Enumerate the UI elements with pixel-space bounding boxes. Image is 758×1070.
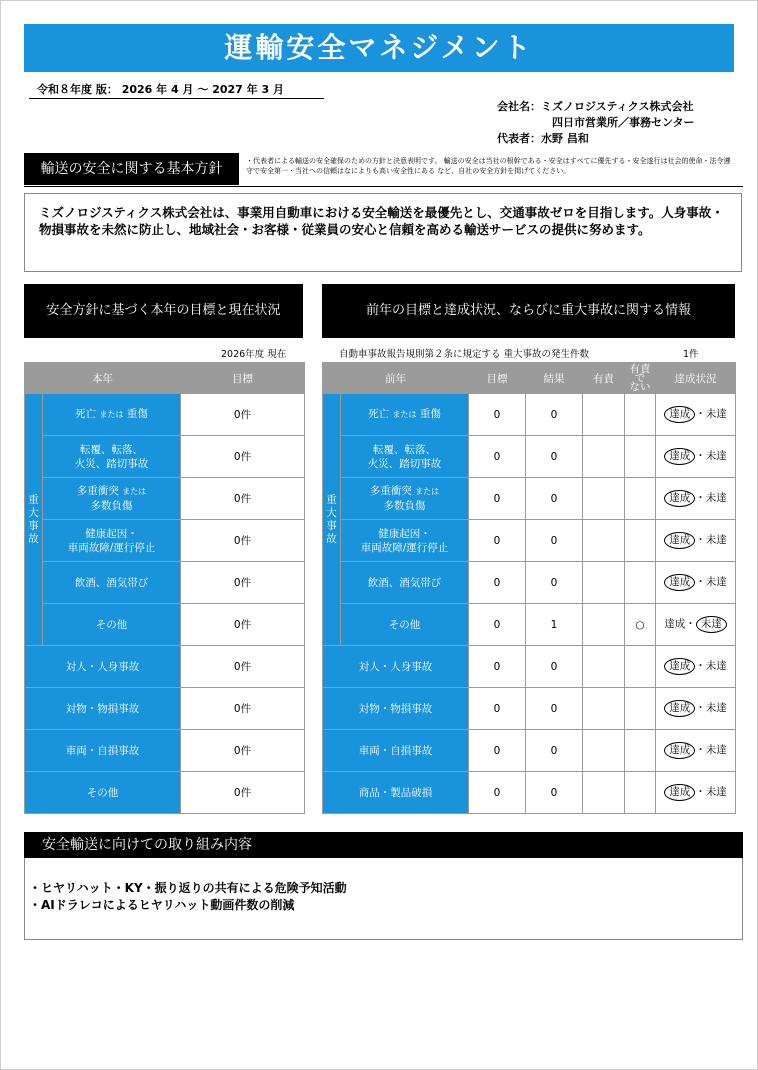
table-row — [323, 436, 736, 478]
label-part: 死亡 — [75, 408, 97, 420]
previous-table-body — [323, 394, 736, 814]
previous-row-status — [656, 562, 736, 604]
label-part: 対物・物損事故 — [358, 702, 433, 715]
label-part: 飲酒、酒気帯び — [367, 576, 442, 589]
company-name: ミズノロジスティクス株式会社 — [541, 100, 694, 113]
current-row-target: 0件 — [181, 730, 305, 772]
current-row-target: 0件 — [181, 478, 305, 520]
period-label: 版： — [95, 83, 118, 96]
period-month-unit-2: 月 — [273, 83, 284, 96]
previous-row-fault — [583, 604, 625, 646]
previous-row-nofault — [625, 772, 656, 814]
period-end-month: 3 — [261, 83, 270, 96]
previous-row-label — [341, 520, 469, 562]
status-sep: ・ — [695, 660, 706, 672]
previous-row-status — [656, 394, 736, 436]
previous-col-fault: 有責 — [583, 363, 625, 394]
current-row-target: 0件 — [181, 646, 305, 688]
previous-row-label — [341, 478, 469, 520]
current-heading: 安全方針に基づく本年の目標と現在状況 — [24, 284, 303, 338]
label-part: または — [122, 487, 147, 496]
previous-col-status: 達成状況 — [656, 363, 736, 394]
previous-row-label — [323, 730, 469, 772]
table-row — [25, 646, 305, 688]
previous-row-status — [656, 772, 736, 814]
table-row — [25, 730, 305, 772]
label-part: または — [99, 410, 124, 419]
previous-col-nofault — [625, 363, 656, 394]
label-part: 多数負傷 — [90, 500, 133, 512]
previous-row-fault — [583, 436, 625, 478]
page-title: 運輸安全マネジメント — [24, 24, 734, 72]
company-rep: 水野 昌和 — [541, 132, 589, 145]
table-row — [25, 478, 305, 520]
list-item: ・AIドラレコによるヒヤリハット動画件数の削減 — [29, 898, 295, 912]
status-sep: ・ — [695, 492, 706, 504]
status-not-achieved: 未達 — [705, 408, 727, 420]
table-row — [323, 520, 736, 562]
previous-group-char: 重 — [326, 493, 337, 506]
previous-row-nofault — [625, 520, 656, 562]
label-part: 対人・人身事故 — [358, 660, 433, 673]
status-achieved: 達成 — [664, 574, 695, 591]
previous-row-status — [656, 478, 736, 520]
previous-row-target: 0 — [469, 730, 526, 772]
previous-col-year: 前年 — [323, 363, 469, 394]
current-group-char: 重 — [28, 493, 39, 506]
previous-row-fault — [583, 688, 625, 730]
status-sep: ・ — [695, 408, 706, 420]
label-part: または — [415, 487, 440, 496]
status-sep: ・ — [685, 618, 696, 630]
current-row-label: その他 — [43, 604, 181, 646]
previous-row-result: 0 — [526, 688, 583, 730]
previous-row-target: 0 — [469, 520, 526, 562]
previous-row-status — [656, 436, 736, 478]
status-achieved: 達成 — [664, 742, 695, 759]
current-row-target: 0件 — [181, 520, 305, 562]
previous-row-fault — [583, 772, 625, 814]
current-row-label: 対物・物損事故 — [25, 688, 181, 730]
previous-row-status — [656, 646, 736, 688]
previous-row-result: 0 — [526, 730, 583, 772]
current-row-label — [43, 478, 181, 520]
previous-row-status — [656, 520, 736, 562]
previous-group-label — [323, 394, 341, 646]
previous-row-nofault — [625, 730, 656, 772]
previous-row-target: 0 — [469, 604, 526, 646]
label-part: 多数負傷 — [383, 500, 426, 512]
table-row — [25, 688, 305, 730]
label-part: 重傷 — [126, 408, 148, 420]
previous-row-label — [323, 772, 469, 814]
label-part: 多重衝突 — [369, 485, 412, 497]
previous-group-char: 大 — [326, 506, 337, 519]
table-row — [25, 772, 305, 814]
status-achieved: 達成 — [664, 448, 695, 465]
period-year-unit-1: 年 — [156, 83, 168, 96]
previous-row-label — [341, 562, 469, 604]
previous-col-target: 目標 — [469, 363, 526, 394]
previous-row-status — [656, 730, 736, 772]
status-not-achieved: 未達 — [705, 702, 727, 714]
status-achieved: 達成 — [664, 618, 686, 630]
status-sep: ・ — [695, 744, 706, 756]
table-row — [323, 562, 736, 604]
table-row — [323, 394, 736, 436]
status-not-achieved: 未達 — [705, 744, 727, 756]
table-row — [323, 730, 736, 772]
previous-row-fault — [583, 478, 625, 520]
company-rep-line — [497, 130, 589, 146]
table-row — [25, 394, 305, 436]
status-sep: ・ — [695, 450, 706, 462]
current-row-label: 対人・人身事故 — [25, 646, 181, 688]
table-row — [323, 604, 736, 646]
status-sep: ・ — [695, 576, 706, 588]
table-row — [323, 772, 736, 814]
previous-row-nofault — [625, 688, 656, 730]
previous-row-target: 0 — [469, 562, 526, 604]
previous-table — [322, 362, 736, 814]
period-year-unit-2: 年 — [246, 83, 258, 96]
current-row-label — [43, 394, 181, 436]
previous-row-status — [656, 604, 736, 646]
company-name-line — [497, 98, 693, 114]
previous-row-result: 0 — [526, 772, 583, 814]
label-part: または — [392, 410, 417, 419]
status-achieved: 達成 — [664, 490, 695, 507]
previous-row-target: 0 — [469, 436, 526, 478]
status-not-achieved: 未達 — [705, 450, 727, 462]
current-group-label — [25, 394, 43, 646]
status-sep: ・ — [695, 786, 706, 798]
previous-row-nofault: ○ — [625, 604, 656, 646]
current-row-target: 0件 — [181, 688, 305, 730]
previous-row-nofault — [625, 436, 656, 478]
current-row-target: 0件 — [181, 436, 305, 478]
status-achieved: 達成 — [664, 406, 695, 423]
previous-header-row — [323, 363, 736, 394]
current-row-target: 0件 — [181, 394, 305, 436]
previous-row-fault — [583, 646, 625, 688]
table-row — [25, 436, 305, 478]
list-item: ・ヒヤリハット・KY・振り返りの共有による危険予知活動 — [29, 881, 347, 895]
current-row-label — [43, 520, 181, 562]
status-not-achieved: 未達 — [705, 534, 727, 546]
previous-group-char: 故 — [326, 532, 337, 545]
previous-row-status — [656, 688, 736, 730]
policy-divider — [24, 186, 743, 187]
current-header-row — [25, 363, 305, 394]
label-part: 火災、踏切事故 — [74, 457, 149, 470]
current-row-target: 0件 — [181, 562, 305, 604]
previous-heading: 前年の目標と達成状況、ならびに重大事故に関する情報 — [322, 284, 735, 338]
period-line — [29, 81, 324, 99]
previous-row-nofault — [625, 478, 656, 520]
label-part: 車両・自損事故 — [358, 744, 433, 757]
previous-row-label — [341, 436, 469, 478]
current-col-year: 本年 — [25, 363, 181, 394]
current-group-char: 事 — [28, 519, 39, 532]
table-row — [323, 688, 736, 730]
previous-row-fault — [583, 394, 625, 436]
previous-row-target: 0 — [469, 646, 526, 688]
table-row — [323, 478, 736, 520]
current-row-label: その他 — [25, 772, 181, 814]
actions-body — [24, 858, 743, 940]
label-part: 転覆、転落、 — [80, 443, 143, 456]
label-part: 健康起因・ — [378, 527, 431, 540]
current-col-target: 目標 — [181, 363, 305, 394]
previous-row-result: 1 — [526, 604, 583, 646]
label-part: 死亡 — [368, 408, 390, 420]
previous-row-label — [323, 688, 469, 730]
status-not-achieved: 未達 — [705, 492, 727, 504]
current-table — [24, 362, 305, 814]
status-not-achieved: 未達 — [696, 616, 727, 633]
label-part: 火災、踏切事故 — [367, 457, 442, 470]
status-achieved: 達成 — [664, 532, 695, 549]
status-achieved: 達成 — [664, 700, 695, 717]
serious-note: 自動車事故報告規則第２条に規定する 重大事故の発生件数 — [339, 349, 590, 360]
previous-row-nofault — [625, 562, 656, 604]
previous-row-target: 0 — [469, 394, 526, 436]
current-row-label: 車両・自損事故 — [25, 730, 181, 772]
previous-row-fault — [583, 562, 625, 604]
label-part: 重傷 — [419, 408, 441, 420]
current-row-target: 0件 — [181, 772, 305, 814]
status-achieved: 達成 — [664, 658, 695, 675]
previous-group-char: 事 — [326, 519, 337, 532]
period-end-year: 2027 — [212, 83, 243, 96]
status-not-achieved: 未達 — [705, 576, 727, 588]
status-sep: ・ — [695, 534, 706, 546]
current-group-char: 大 — [28, 506, 39, 519]
company-rep-label: 代表者： — [497, 132, 541, 145]
company-name-label: 会社名： — [497, 100, 541, 113]
table-row — [25, 520, 305, 562]
period-sep: ～ — [197, 83, 209, 96]
company-office: 四日市営業所／事務センター — [552, 116, 695, 129]
actions-heading: 安全輸送に向けての取り組み内容 — [24, 832, 743, 858]
previous-row-result: 0 — [526, 478, 583, 520]
previous-row-result: 0 — [526, 436, 583, 478]
label-part: その他 — [388, 618, 421, 631]
previous-row-result: 0 — [526, 394, 583, 436]
previous-row-fault — [583, 730, 625, 772]
label-part: 有責で — [629, 362, 651, 384]
previous-row-nofault — [625, 394, 656, 436]
label-part: 健康起因・ — [85, 527, 138, 540]
status-not-achieved: 未達 — [705, 786, 727, 798]
period-start-month: 4 — [171, 83, 179, 96]
status-sep: ・ — [695, 702, 706, 714]
previous-row-result: 0 — [526, 562, 583, 604]
serious-count: 1件 — [683, 349, 699, 360]
status-achieved: 達成 — [664, 784, 695, 801]
current-asof: 2026年度 現在 — [221, 349, 287, 360]
previous-row-target: 0 — [469, 688, 526, 730]
current-row-target: 0件 — [181, 604, 305, 646]
policy-heading: 輸送の安全に関する基本方針 — [24, 153, 239, 185]
label-part: 転覆、転落、 — [373, 443, 436, 456]
current-group-char: 故 — [28, 532, 39, 545]
previous-row-result: 0 — [526, 520, 583, 562]
current-row-label: 飲酒、酒気帯び — [43, 562, 181, 604]
label-part: 車両故障/運行停止 — [67, 541, 156, 554]
period-start-year: 2026 — [121, 83, 153, 96]
previous-row-label — [341, 394, 469, 436]
previous-row-label — [323, 646, 469, 688]
previous-col-result: 結果 — [526, 363, 583, 394]
label-part: ない — [629, 380, 651, 393]
table-row — [25, 604, 305, 646]
previous-row-result: 0 — [526, 646, 583, 688]
previous-row-target: 0 — [469, 478, 526, 520]
status-not-achieved: 未達 — [705, 660, 727, 672]
label-part: 車両故障/運行停止 — [360, 541, 449, 554]
label-part: 多重衝突 — [76, 485, 119, 497]
period-month-unit-1: 月 — [182, 83, 194, 96]
label-part: 商品・製品破損 — [358, 786, 433, 799]
current-row-label — [43, 436, 181, 478]
policy-body: ミズノロジスティクス株式会社は、事業用自動車における安全輸送を最優先とし、交通事故ゼロを目指します。人身事故・物損事故を未然に防止し、地域社会・お客様・従業員の安心と信頼を高める輸送サービスの提供に努めます。 — [24, 193, 742, 272]
table-row — [25, 562, 305, 604]
table-row — [323, 646, 736, 688]
period-era: 令和８年度 — [37, 83, 92, 96]
previous-row-target: 0 — [469, 772, 526, 814]
previous-row-nofault — [625, 646, 656, 688]
previous-row-label — [341, 604, 469, 646]
previous-row-fault — [583, 520, 625, 562]
policy-note: ・代表者による輸送の安全確保のための方針と決意表明です。 輸送の安全は当社の根幹である・安全はすべてに優先する・安全遂行は社会的使命・法令遵守で安全第一・当社への信頼はなによりも高い安全性にある など、自社の安全方針を掲げてください。 — [246, 157, 731, 175]
